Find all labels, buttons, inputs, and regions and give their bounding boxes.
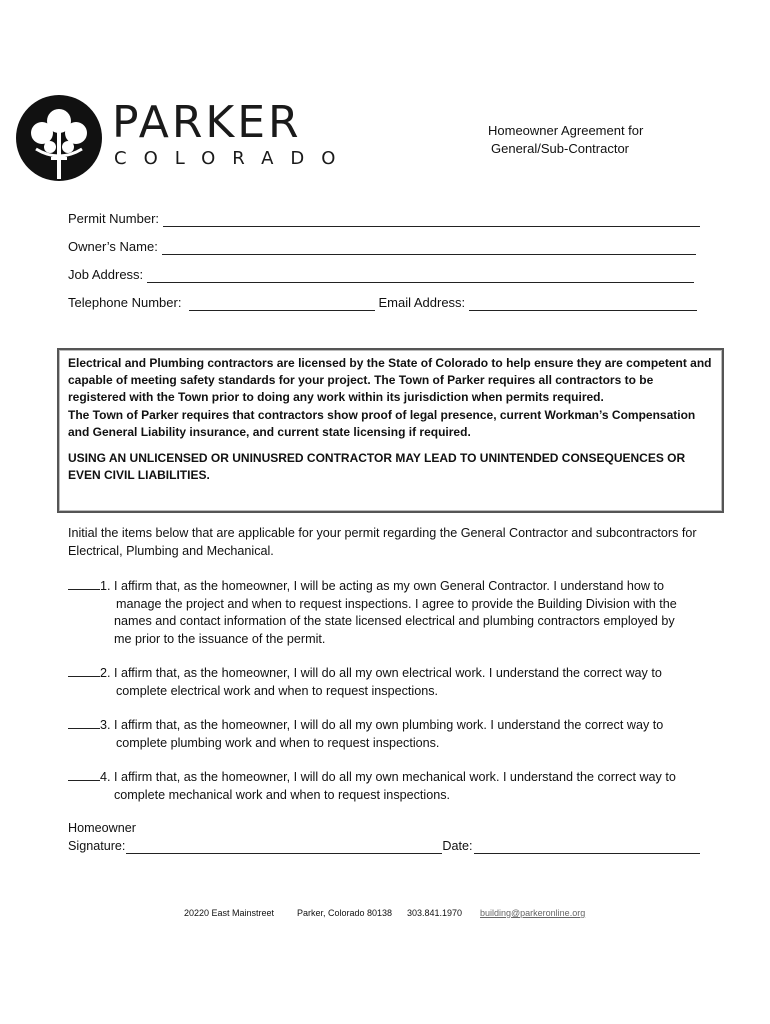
item-2-line-2: complete electrical work and when to request inspections.	[116, 683, 439, 698]
initial-field-4[interactable]	[68, 768, 100, 781]
contact-row	[68, 295, 697, 311]
job-address-field[interactable]	[147, 268, 694, 283]
initial-field-2[interactable]	[68, 664, 100, 677]
item-4-line-2: complete mechanical work and when to request inspections.	[114, 787, 451, 802]
initial-field-1[interactable]	[68, 577, 100, 590]
item-1-first-line: 1. I affirm that, as the homeowner, I will be acting as my own General Contractor. I understand how to	[100, 579, 664, 593]
initial-field-3[interactable]	[68, 716, 100, 729]
item-4-first-line: 4. I affirm that, as the homeowner, I will do all my own mechanical work. I understand the correct way to	[100, 770, 676, 784]
affirmation-item-1	[68, 577, 708, 648]
item-1-line-3: names and contact information of the state licensed electrical and plumbing contractors employed by	[114, 614, 675, 628]
email-label: Email Address:	[378, 295, 466, 310]
notice-warning: USING AN UNLICENSED OR UNINUSRED CONTRACTOR MAY LEAD TO UNINTENDED CONSEQUENCES OR EVEN CIVIL LIABILITIES.	[68, 451, 686, 483]
logo-name-bottom: COLORADO	[114, 148, 353, 169]
footer-address: 20220 East Mainstreet	[184, 908, 275, 918]
notice-paragraph-1: Electrical and Plumbing contractors are licensed by the State of Colorado to help ensure they are competent and capable of meeting safety standards for your project. The Town of Parker requires all contractors to be registered with the Town prior to doing any work within its jurisdiction when permits required.	[68, 356, 712, 405]
permit-number-field[interactable]	[163, 212, 700, 227]
affirmation-item-4	[68, 768, 708, 804]
signature-label: Signature:	[68, 839, 126, 853]
title-line-2: General/Sub-Contractor	[491, 141, 630, 156]
job-address-label: Job Address:	[68, 267, 144, 282]
item-2-first-line: 2. I affirm that, as the homeowner, I will do all my own electrical work. I understand the correct way to	[100, 666, 662, 680]
footer-phone: 303.841.1970	[407, 908, 463, 918]
item-3-line-2: complete plumbing work and when to request inspections.	[116, 735, 440, 750]
owners-name-row	[68, 239, 696, 255]
footer-city: Parker, Colorado 80138	[297, 908, 393, 918]
notice-paragraph-2: The Town of Parker requires that contractors show proof of legal presence, current Workman’s Compensation and General Liability insurance, and current state licensing if required.	[68, 407, 696, 439]
email-field[interactable]	[469, 296, 697, 311]
signature-field[interactable]	[126, 839, 442, 854]
instructions: Initial the items below that are applicable for your permit regarding the General Contractor and subcontractors for Electrical, Plumbing and Mechanical.	[68, 526, 697, 558]
owners-name-label: Owner’s Name:	[68, 239, 158, 254]
street-lamp-icon	[16, 95, 102, 181]
date-label: Date:	[442, 839, 473, 853]
job-address-row	[68, 267, 694, 283]
permit-number-row	[68, 211, 700, 227]
item-1-line-2: manage the project and when to request inspections. I agree to provide the Building Division with the	[116, 596, 677, 611]
homeowner-label: Homeowner	[68, 821, 136, 835]
telephone-field[interactable]	[189, 296, 375, 311]
telephone-label: Telephone Number:	[68, 295, 182, 310]
affirmation-item-3	[68, 716, 708, 752]
affirmation-item-2	[68, 664, 708, 700]
notice-box	[57, 348, 724, 513]
owners-name-field[interactable]	[162, 240, 696, 255]
permit-number-label: Permit Number:	[68, 211, 160, 226]
item-1-line-4: me prior to the issuance of the permit.	[114, 631, 326, 646]
footer-email-link[interactable]: building@parkeronline.org	[480, 908, 586, 918]
item-3-first-line: 3. I affirm that, as the homeowner, I will do all my own plumbing work. I understand the correct way to	[100, 718, 664, 732]
document-title	[488, 122, 643, 158]
title-line-1: Homeowner Agreement for	[488, 123, 644, 138]
date-field[interactable]	[474, 839, 700, 854]
signature-row	[68, 838, 700, 854]
logo-name-top: PARKER	[112, 97, 302, 148]
